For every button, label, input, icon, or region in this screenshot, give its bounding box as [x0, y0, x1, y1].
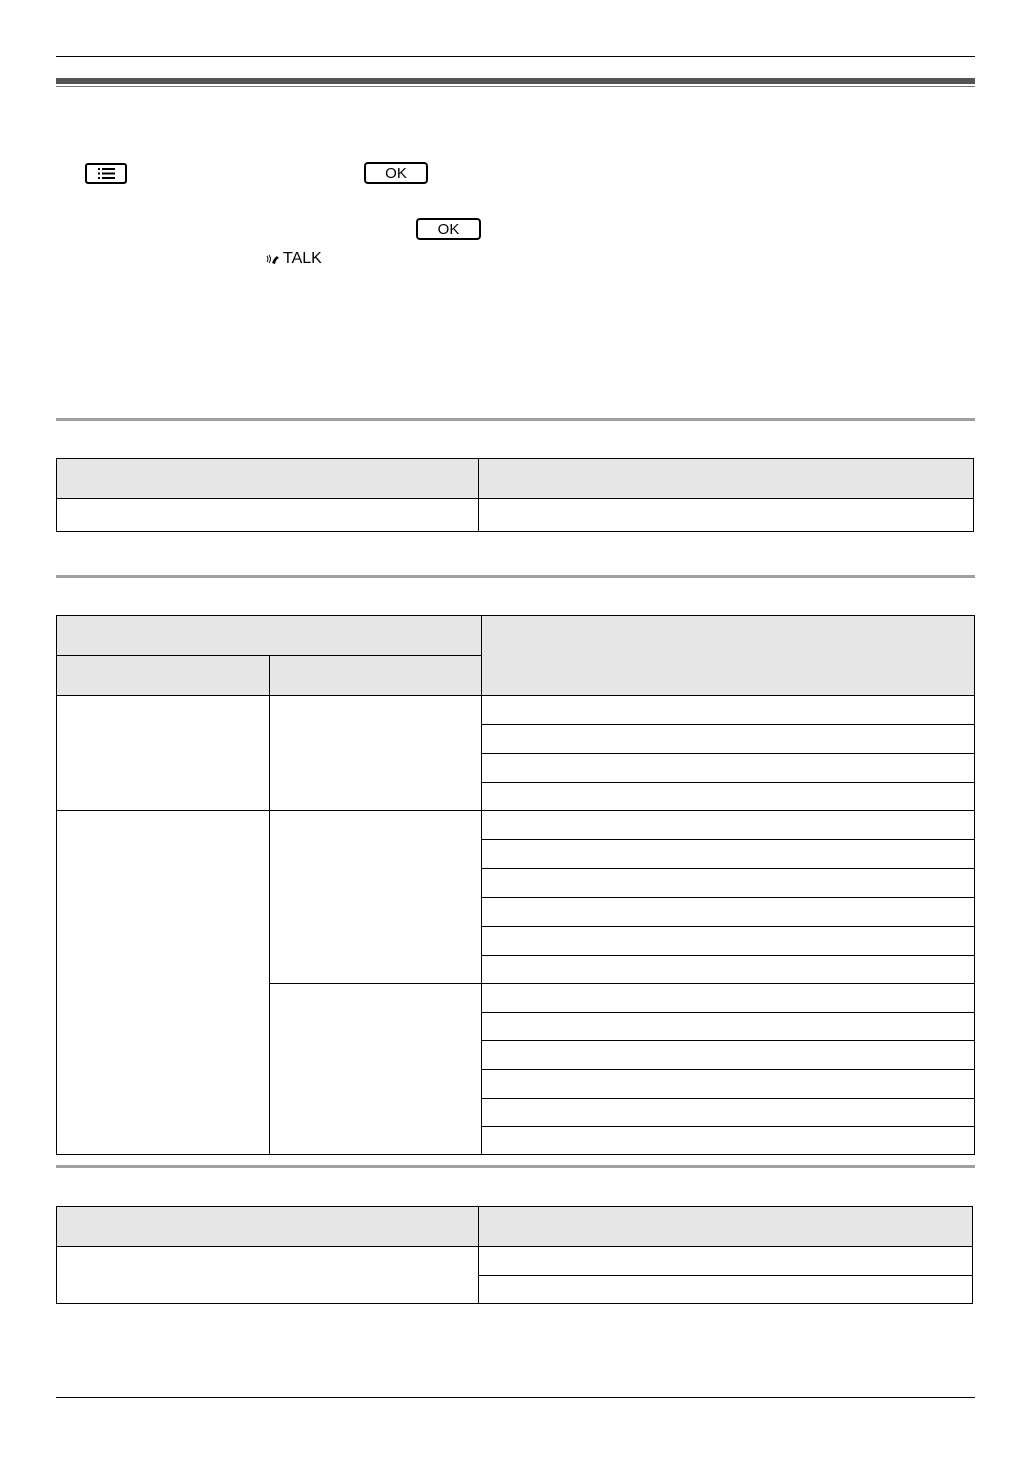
table-cell — [482, 725, 975, 754]
table-subheader-cell — [57, 656, 270, 696]
settings-table-1 — [56, 458, 974, 532]
settings-table-3 — [56, 1206, 973, 1304]
table-cell — [57, 696, 270, 811]
table-cell — [479, 1247, 973, 1276]
talk-key-label: TALK — [283, 250, 322, 267]
ok-key-label: OK — [437, 220, 460, 238]
table-cell — [479, 499, 974, 532]
table-cell — [482, 1069, 975, 1098]
section-rule — [56, 418, 975, 421]
table-cell — [57, 499, 479, 532]
table-cell — [482, 1040, 975, 1069]
ok-key-label: OK — [385, 164, 407, 182]
table-cell — [57, 811, 270, 1155]
table-cell — [482, 1012, 975, 1040]
table-header-cell — [482, 616, 975, 696]
table-cell — [482, 955, 975, 983]
table-cell — [482, 754, 975, 783]
settings-table-2 — [56, 615, 975, 1155]
ok-key-icon — [364, 162, 428, 184]
table-cell — [482, 783, 975, 811]
table-cell — [482, 840, 975, 869]
title-bar — [56, 78, 975, 84]
section-rule — [56, 575, 975, 578]
ok-key-icon — [416, 218, 481, 240]
talk-voice-icon — [265, 251, 281, 267]
table-subheader-cell — [270, 656, 482, 696]
table-cell — [270, 983, 482, 1154]
table-header-cell — [479, 1207, 973, 1247]
page-bottom-rule — [56, 1397, 975, 1398]
title-underline — [56, 86, 975, 87]
table-cell — [482, 1126, 975, 1154]
menu-key-icon — [85, 163, 127, 184]
section-rule — [56, 1165, 975, 1168]
table-cell — [270, 811, 482, 983]
table-header-cell — [479, 459, 974, 499]
table-cell — [479, 1276, 973, 1304]
talk-key — [265, 250, 322, 268]
table-cell — [482, 869, 975, 898]
table-cell — [482, 983, 975, 1012]
menu-list-icon — [87, 165, 125, 182]
table-cell — [482, 926, 975, 955]
table-cell — [482, 1098, 975, 1126]
table-cell — [57, 1247, 479, 1304]
table-header-cell — [57, 616, 482, 656]
page-top-rule — [56, 56, 975, 57]
table-header-cell — [57, 459, 479, 499]
table-cell — [270, 696, 482, 811]
table-header-cell — [57, 1207, 479, 1247]
table-cell — [482, 696, 975, 725]
table-cell — [482, 811, 975, 840]
table-cell — [482, 898, 975, 926]
